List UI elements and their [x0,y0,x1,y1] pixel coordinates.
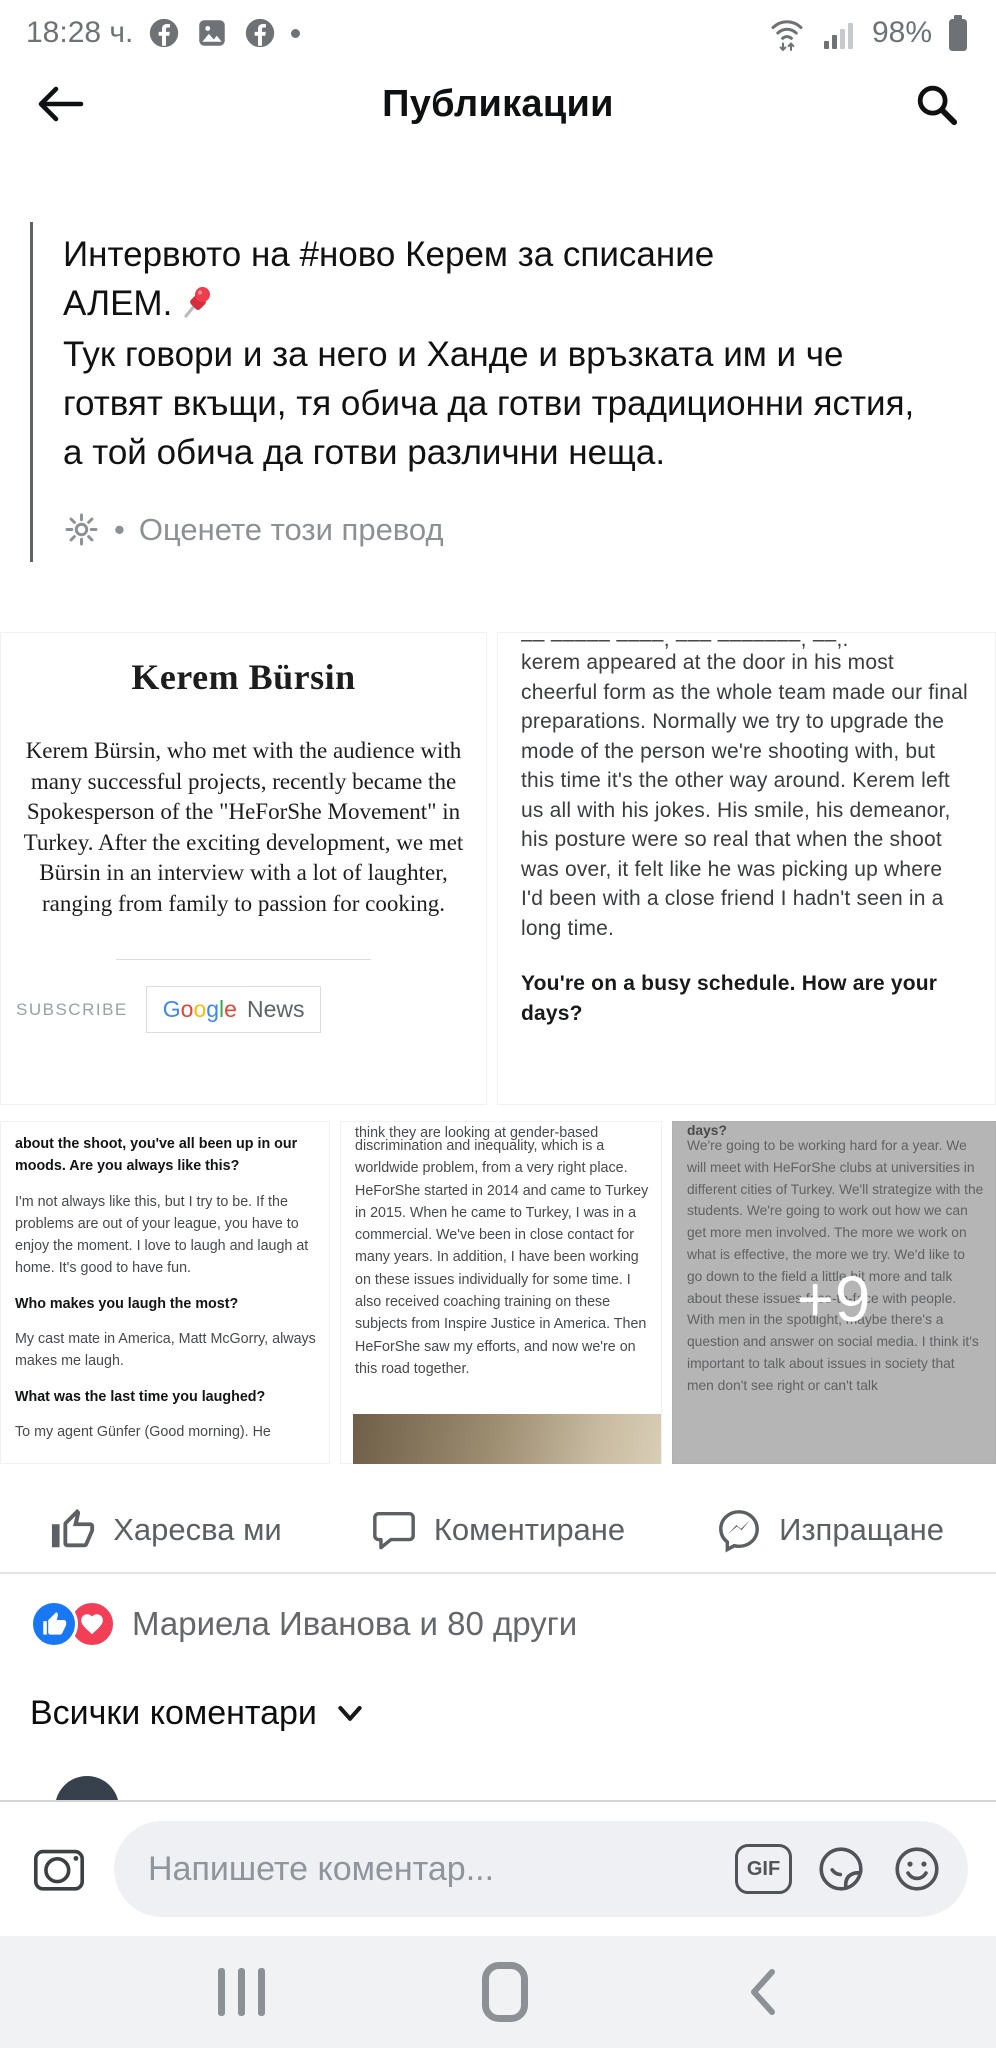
gallery-photo-1[interactable] [0,632,487,1105]
recents-icon [218,1968,265,2016]
clipped-text-line: think they are looking at gender-based [355,1125,599,1141]
home-icon [482,1962,528,2022]
magazine-question: What was the last time you laughed? [15,1388,266,1405]
messenger-icon [716,1507,762,1553]
status-bar [0,0,996,58]
camera-button[interactable] [28,1840,90,1898]
sticker-button[interactable] [814,1842,868,1896]
dot-separator: • [114,511,125,547]
reaction-badges [30,1600,116,1648]
gallery-notification-icon [195,16,229,50]
gear-icon [63,511,100,548]
wifi-icon [766,13,808,53]
page-title: Публикации [382,82,614,125]
emoji-button[interactable] [890,1842,944,1896]
notification-dot-icon [291,29,300,38]
magazine-question: about the shoot, you've all been up in our moods. Are you always like this? [15,1136,298,1175]
magazine-question: Who makes you laugh the most? [15,1295,239,1312]
sticker-icon [814,1842,868,1896]
rate-translation-label: Оценете този превод [138,511,444,547]
gallery-photo-5-more[interactable] [672,1121,996,1464]
home-button[interactable] [476,1961,534,2023]
clock: 18:28 ч. [26,16,134,49]
comment-label: Коментиране [433,1512,626,1547]
magazine-answer: kerem appeared at the door in his most cheerful form as the whole team made our final preparations. Normally we try to upgrade the mode of the person we're shooting with, but this time it's the other way around. Kerem left us all with his jokes. His smile, his demeanor, his posture were so real that when the shoot was over, it felt like he was picking up where I'd been with a close friend I hadn't seen in a long time. [521,651,968,940]
recents-button[interactable] [212,1967,271,2017]
google-news-badge: G o o g l e News [146,986,322,1033]
comment-composer [0,1800,996,1936]
all-comments-dropdown[interactable] [30,1694,365,1733]
comment-input[interactable] [114,1821,968,1917]
divider [0,1572,996,1574]
rate-translation-control[interactable] [63,511,942,548]
magazine-answer: I'm not always like this, but I try to be. If the problems are out of your league, you have to enjoy the moment. I love to laugh and laugh at home. It's good to have fun. [15,1193,309,1277]
thumbs-up-icon [50,1507,96,1553]
gallery-photo-4[interactable] [340,1121,662,1464]
reactions-summary-row[interactable] [30,1600,577,1648]
app-header [0,58,996,150]
magazine-answer: My cast mate in America, Matt McGorry, always makes me laugh. [15,1331,316,1370]
subscribe-label: SUBSCRIBE [16,999,128,1019]
all-comments-label: Всички коментари [30,1694,317,1732]
android-back-button[interactable] [739,1965,785,2019]
magazine-heading: Kerem Bürsin [131,657,356,697]
search-button[interactable] [910,81,962,127]
post-translated-text [30,222,942,562]
android-navigation-bar [0,1936,996,2048]
gif-button[interactable]: GIF [735,1844,792,1894]
photo-gallery [0,628,996,1464]
magazine-intro: Kerem Bürsin, who met with the audience with many successful projects, recently became the Spokesperson of the "HeForShe Movement" in Turkey. After the exciting development, we met Bürsin in an interview with a lot of laughter, ranging from family to passion for cooking. [23,738,464,916]
emoji-smile-icon [890,1842,944,1896]
more-photos-count: +9 [796,1262,872,1335]
back-button[interactable] [34,82,86,126]
send-label: Изпращане [779,1512,944,1547]
comment-placeholder: Напишете коментар... [148,1849,495,1888]
battery-icon [946,13,970,53]
divider [116,959,371,960]
send-button[interactable] [664,1490,996,1570]
post-paragraph-1: Интервюто на #ново Керем за списание АЛЕМ. [63,235,715,323]
camera-icon [28,1840,90,1898]
more-photos-overlay [672,1121,996,1464]
comment-bubble-icon [371,1507,417,1553]
clipped-text-line: –– ––––– ––––, ––– –––––––, ––,. [521,628,849,651]
like-label: Харесва ми [113,1512,282,1547]
magazine-answer: To my agent Günfer (Good morning). He [15,1423,271,1440]
chevron-down-icon [335,1702,365,1726]
facebook-notification-icon [147,16,181,50]
battery-percent: 98% [871,16,932,49]
post-paragraph-2: Тук говори и за него и Ханде и връзката им и че готвят вкъщи, тя обича да готви традиционни ястия, а той обича да готви различни неща. [63,335,915,472]
like-button[interactable] [0,1490,332,1570]
facebook-notification-icon-2 [243,16,277,50]
magazine-question: You're on a busy schedule. How are your days? [521,972,938,1025]
embedded-photo [353,1414,661,1464]
gallery-photo-2[interactable] [497,628,996,1105]
pushpin-emoji-icon [178,284,214,320]
comment-button[interactable] [332,1490,664,1570]
magazine-answer: discrimination and inequality, which is a worldwide problem, from a very right place. HeForShe started in 2014 and came to Turkey in 2015. When he came to Turkey, I was in a commercial. We've been in close contact for many years. In addition, I have been working on these issues individually for some time. I also received coaching training on these subjects from Inspire Justice in America. Then HeForShe saw my efforts, and now we're on this road together. [355,1138,649,1377]
reactions-summary-text: Мариела Иванова и 80 други [132,1605,578,1642]
gallery-photo-3[interactable] [0,1121,330,1464]
post-action-bar [0,1490,996,1570]
search-icon [913,81,959,127]
like-reaction-icon [30,1600,78,1648]
back-chevron-icon [745,1966,779,2018]
cell-signal-icon [822,15,858,51]
